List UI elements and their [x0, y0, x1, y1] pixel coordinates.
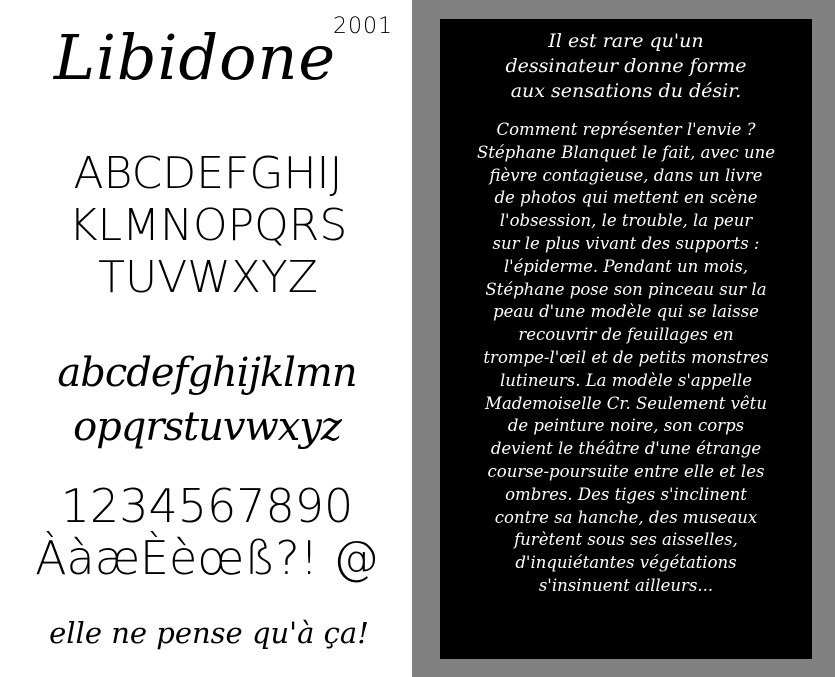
- body-line: s'insinuent ailleurs...: [538, 575, 714, 595]
- digits-line: 1234567890: [60, 479, 354, 533]
- body-line: Stéphane pose son pinceau sur la: [485, 279, 767, 299]
- body-line: lutineurs. La modèle s'appelle: [500, 370, 752, 390]
- body-line: sur le plus vivant des supports :: [492, 233, 760, 253]
- body-line: Comment représenter l'envie ?: [496, 120, 756, 139]
- body-line: l'épiderme. Pendant un mois,: [503, 256, 749, 276]
- body-line: recouvrir de feuillages en: [518, 325, 734, 345]
- body-line: devient le théâtre d'une étrange: [490, 439, 762, 459]
- body-line: d'inquiétantes végétations: [515, 553, 737, 573]
- accents-line: ÀàæÈèœß?! @: [35, 531, 379, 585]
- body-line: fièvre contagieuse, dans un livre: [489, 165, 763, 185]
- body-line: Stéphane Blanquet le fait, avec une: [476, 142, 776, 162]
- specimen-sheet: [0, 0, 412, 677]
- release-year: 2001: [333, 14, 393, 39]
- body-line: de peinture noire, son corps: [507, 416, 745, 436]
- uppercase-line: KLMNOPQRS: [68, 200, 348, 251]
- body-paragraph: [444, 119, 808, 598]
- lowercase-alphabet: [22, 346, 392, 454]
- intro-line: Il est rare qu'un: [548, 30, 704, 52]
- body-line: ombres. Des tiges s'inclinent: [505, 484, 747, 504]
- intro-line: aux sensations du désir.: [510, 80, 742, 102]
- body-line: Mademoiselle Cr. Seulement vêtu: [485, 393, 767, 413]
- sample-phrase: elle ne pense qu'à ça!: [49, 616, 369, 650]
- description-panel: [440, 19, 812, 659]
- uppercase-line: TUVWXYZ: [98, 252, 318, 303]
- intro-paragraph: [452, 29, 800, 104]
- uppercase-alphabet: [28, 148, 388, 304]
- uppercase-line: ABCDEFGHIJ: [73, 148, 343, 199]
- body-line: peau d'une modèle qui se laisse: [493, 302, 759, 322]
- body-line: contre sa hanche, des museaux: [494, 507, 758, 527]
- font-name-title: Libidone: [53, 21, 337, 94]
- lowercase-line: opqrstuvwxyz: [73, 404, 341, 450]
- body-line: de photos qui mettent en scène: [494, 188, 758, 208]
- intro-line: dessinateur donne forme: [505, 55, 747, 77]
- body-line: course-poursuite entre elle et les: [487, 461, 765, 481]
- lowercase-line: abcdefghijklmn: [57, 350, 357, 396]
- digits-and-symbols: [22, 480, 392, 584]
- description-frame: [412, 0, 835, 677]
- body-line: trompe-l'œil et de petits monstres: [483, 347, 769, 367]
- body-line: l'obsession, le trouble, la peur: [499, 211, 753, 231]
- body-line: furètent sous ses aisselles,: [514, 530, 738, 550]
